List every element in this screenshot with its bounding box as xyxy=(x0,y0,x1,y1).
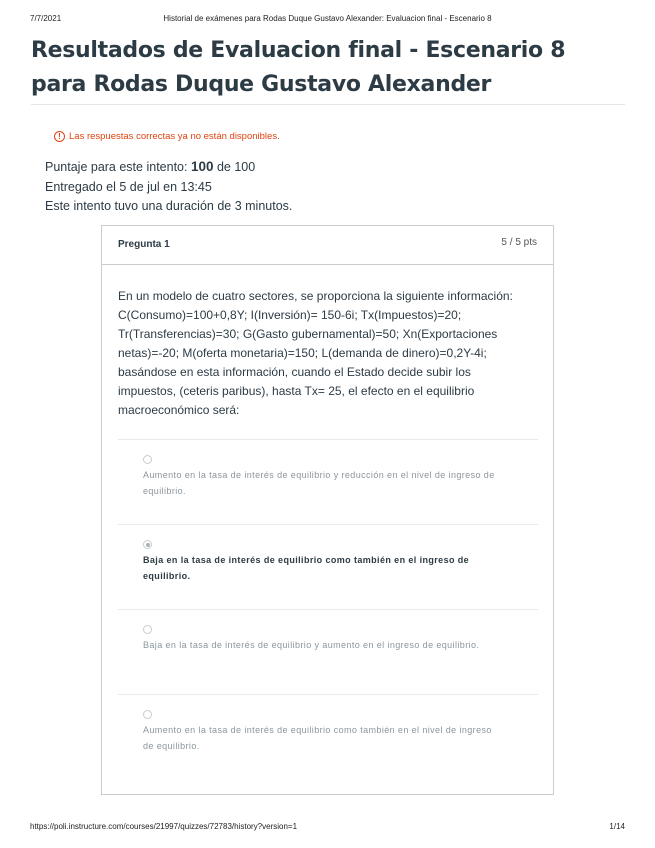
answer-text: Aumento en la tasa de interés de equilibrio y reducción en el nivel de ingreso de equilibrio. xyxy=(143,470,495,496)
score-total: de 100 xyxy=(216,160,256,174)
question-name: Pregunta 1 xyxy=(118,239,170,250)
question-card xyxy=(101,225,554,795)
page-number: 1/14 xyxy=(609,822,625,831)
answer-option[interactable] xyxy=(118,524,538,609)
answer-option[interactable] xyxy=(118,439,538,524)
question-text: En un modelo de cuatro sectores, se proporciona la siguiente información: C(Consumo)=100+0,8Y; I(Inversión)= 150-6i; Tx(Impuestos)=20; Tr(Transferencias)=30; G(Gasto gubernamental)=50; Xn(Exportaciones netas)=-20; M(oferta monetaria)=150; L(demanda de dinero)=0,2Y-4i; basándose en esta información, cuando el Estado decide subir los impuestos, (ceteris paribus), hasta Tx= 25, el efecto en el equilibrio macroeconómico será: xyxy=(118,289,513,417)
answer-option[interactable] xyxy=(118,609,538,694)
radio-button[interactable] xyxy=(143,540,152,549)
answer-option[interactable] xyxy=(118,694,538,779)
score-value: 100 xyxy=(190,159,214,174)
score-line xyxy=(45,157,292,178)
answer-text: Baja en la tasa de interés de equilibrio como también en el ingreso de equilibrio. xyxy=(143,555,470,581)
print-header xyxy=(30,14,625,26)
answers-unavailable-notice xyxy=(54,131,280,142)
print-document-title: Historial de exámenes para Rodas Duque Gustavo Alexander: Evaluacion final - Escenario 8 xyxy=(163,14,492,23)
print-date: 7/7/2021 xyxy=(30,14,62,23)
submitted-line: Entregado el 5 de jul en 13:45 xyxy=(45,179,212,194)
question-header xyxy=(102,226,553,265)
print-footer xyxy=(30,822,625,831)
score-label: Puntaje para este intento: xyxy=(45,160,188,174)
page-title: Resultados de Evaluacion final - Escenario 8 para Rodas Duque Gustavo Alexander xyxy=(31,38,566,97)
radio-button[interactable] xyxy=(143,455,152,464)
warning-icon: ! xyxy=(54,131,65,142)
title-divider xyxy=(31,104,625,105)
duration-line: Este intento tuvo una duración de 3 minutos. xyxy=(45,199,293,213)
answer-text: Baja en la tasa de interés de equilibrio y aumento en el ingreso de equilibrio. xyxy=(143,640,480,650)
notice-text: Las respuestas correctas ya no están disponibles. xyxy=(69,131,280,142)
radio-button[interactable] xyxy=(143,710,152,719)
attempt-info xyxy=(45,157,292,217)
radio-button[interactable] xyxy=(143,625,152,634)
print-url: https://poli.instructure.com/courses/21997/quizzes/72783/history?version=1 xyxy=(30,822,298,831)
answer-text: Aumento en la tasa de interés de equilibrio como también en el nivel de ingreso de equilibrio. xyxy=(143,725,492,751)
question-points: 5 / 5 pts xyxy=(501,237,537,248)
answer-list xyxy=(118,439,538,779)
